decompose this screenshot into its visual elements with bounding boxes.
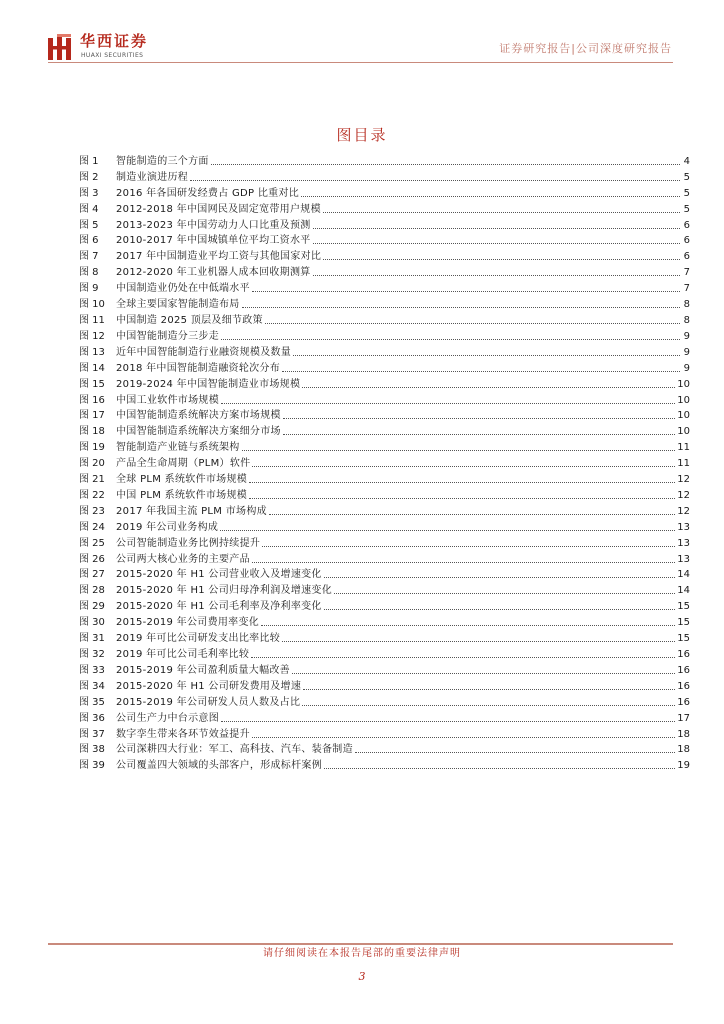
- brand-name-en: HUAXI SECURITIES: [81, 52, 144, 59]
- toc-entry-page: 4: [683, 155, 690, 167]
- toc-entry-title: 近年中国智能制造行业融资规模及数量: [116, 346, 292, 358]
- toc-entry[interactable]: [79, 216, 690, 232]
- toc-entry-page: 18: [677, 728, 690, 740]
- toc-entry[interactable]: [79, 677, 690, 693]
- toc-entry-title: 全球 PLM 系统软件市场规模: [116, 474, 248, 486]
- toc-entry-title: 中国制造 2025 顶层及细节政策: [116, 314, 263, 326]
- toc-entry[interactable]: [79, 518, 690, 534]
- toc-entry-label: 图 1: [79, 155, 99, 167]
- toc-dot-leader: [302, 705, 675, 706]
- toc-entry-title: 2015-2019 年公司盈利质量大幅改善: [116, 664, 290, 676]
- toc-entry-label: 图 12: [79, 330, 105, 342]
- toc-entry-title: 中国智能制造分三步走: [116, 330, 219, 342]
- toc-entry-page: 13: [677, 537, 690, 549]
- toc-entry-title: 2015-2020 年 H1 公司归母净利润及增速变化: [116, 585, 333, 597]
- toc-entry-page: 11: [677, 442, 690, 454]
- toc-entry-page: 5: [683, 203, 690, 215]
- toc-entry-page: 13: [677, 553, 690, 565]
- toc-entry-label: 图 37: [79, 728, 105, 740]
- toc-entry-title: 2019 年公司业务构成: [116, 521, 219, 533]
- brand-name-cn: 华西证券: [80, 32, 149, 50]
- toc-dot-leader: [251, 657, 675, 658]
- toc-entry[interactable]: [79, 613, 690, 629]
- toc-dot-leader: [283, 434, 675, 435]
- toc-entry-title: 2019 年可比公司研发支出比率比较: [116, 633, 281, 645]
- toc-dot-leader: [252, 291, 680, 292]
- toc-entry[interactable]: [79, 645, 690, 661]
- page-header: [0, 0, 724, 70]
- toc-entry-page: 10: [677, 378, 690, 390]
- toc-entry[interactable]: [79, 534, 690, 550]
- toc-dot-leader: [221, 339, 680, 340]
- toc-entry-label: 图 4: [79, 203, 99, 215]
- toc-entry-title: 2017 年我国主流 PLM 市场构成: [116, 505, 267, 517]
- toc-entry[interactable]: [79, 550, 690, 566]
- toc-entry-page: 14: [677, 569, 690, 581]
- toc-dot-leader: [355, 752, 675, 753]
- toc-dot-leader: [324, 577, 676, 578]
- toc-entry-label: 图 5: [79, 219, 99, 231]
- toc-entry-label: 图 31: [79, 633, 105, 645]
- toc-entry-page: 12: [677, 474, 690, 486]
- toc-dot-leader: [303, 689, 675, 690]
- toc-dot-leader: [249, 498, 675, 499]
- toc-entry[interactable]: [79, 661, 690, 677]
- toc-entry-title: 全球主要国家智能制造布局: [116, 299, 240, 311]
- toc-dot-leader: [313, 228, 680, 229]
- toc-title: 图目录: [336, 126, 388, 144]
- toc-entry[interactable]: [79, 184, 690, 200]
- toc-entry-page: 10: [677, 426, 690, 438]
- toc-entry-page: 9: [683, 346, 690, 358]
- toc-entry-label: 图 30: [79, 617, 105, 629]
- toc-entry-title: 2015-2019 年公司研发人员人数及占比: [116, 696, 301, 708]
- toc-entry-label: 图 32: [79, 649, 105, 660]
- toc-entry-page: 6: [683, 235, 690, 247]
- toc-entry-label: 图 7: [79, 251, 99, 263]
- toc-entry-label: 图 16: [79, 394, 105, 406]
- toc-entry-page: 11: [677, 458, 690, 470]
- toc-entry-label: 图 38: [79, 744, 105, 756]
- toc-dot-leader: [283, 418, 675, 419]
- report-type: 证券研究报告|公司深度研究报告: [499, 42, 672, 55]
- toc-dot-leader: [282, 641, 675, 642]
- toc-entry-page: 9: [683, 330, 690, 342]
- toc-entry[interactable]: [79, 741, 690, 757]
- toc-entry[interactable]: [79, 343, 690, 359]
- footer-divider: [48, 943, 673, 945]
- toc-dot-leader: [252, 737, 675, 738]
- toc-entry-page: 7: [683, 283, 690, 295]
- toc-entry-title: 2012-2020 年工业机器人成本回收期测算: [116, 267, 311, 279]
- toc-entry-page: 13: [677, 521, 690, 533]
- toc-entry-label: 图 19: [79, 442, 105, 454]
- toc-entry-title: 数字孪生带来各环节效益提升: [116, 728, 250, 740]
- toc-entry-title: 中国智能制造系统解决方案市场规模: [116, 410, 281, 422]
- toc-entry-title: 中国工业软件市场规模: [116, 394, 219, 406]
- toc-entry[interactable]: [79, 168, 690, 184]
- toc-entry-label: 图 35: [79, 696, 105, 708]
- figure-toc-list: [79, 152, 690, 772]
- toc-entry-label: 图 36: [79, 712, 105, 724]
- toc-entry-page: 15: [677, 617, 690, 629]
- toc-entry[interactable]: [79, 438, 690, 454]
- toc-entry[interactable]: [79, 709, 690, 725]
- toc-entry-title: 中国智能制造系统解决方案细分市场: [116, 426, 281, 438]
- toc-dot-leader: [293, 355, 680, 356]
- toc-entry-page: 16: [677, 680, 690, 692]
- toc-entry[interactable]: [79, 693, 690, 709]
- toc-entry[interactable]: [79, 263, 690, 279]
- toc-entry-title: 2017 年中国制造业平均工资与其他国家对比: [116, 251, 322, 263]
- toc-entry-label: 图 15: [79, 378, 105, 390]
- toc-entry-label: 图 34: [79, 680, 105, 692]
- toc-entry[interactable]: [79, 311, 690, 327]
- toc-entry[interactable]: [79, 470, 690, 486]
- toc-entry-title: 中国制造业仍处在中低端水平: [116, 283, 250, 295]
- toc-entry-page: 7: [683, 267, 690, 279]
- header-divider: [48, 62, 673, 63]
- toc-dot-leader: [265, 323, 680, 324]
- toc-entry-title: 智能制造的三个方面: [116, 155, 209, 167]
- toc-entry-page: 15: [677, 633, 690, 645]
- toc-dot-leader: [302, 387, 675, 388]
- toc-entry[interactable]: [79, 756, 690, 772]
- toc-entry-title: 智能制造产业链与系统架构: [116, 442, 240, 454]
- toc-dot-leader: [301, 196, 680, 197]
- toc-entry[interactable]: [79, 407, 690, 423]
- toc-entry-label: 图 22: [79, 489, 105, 501]
- toc-entry-title: 制造业演进历程: [116, 171, 189, 183]
- toc-entry[interactable]: [79, 725, 690, 741]
- toc-entry-page: 16: [677, 696, 690, 708]
- toc-entry-label: 图 39: [79, 760, 105, 772]
- toc-entry[interactable]: [79, 200, 690, 216]
- toc-entry-page: 19: [677, 760, 690, 772]
- toc-entry-page: 17: [677, 712, 690, 724]
- toc-dot-leader: [220, 530, 675, 531]
- toc-entry-label: 图 27: [79, 569, 105, 581]
- toc-dot-leader: [242, 450, 676, 451]
- toc-entry-label: 图 13: [79, 346, 105, 358]
- toc-entry[interactable]: [79, 454, 690, 470]
- toc-entry-label: 图 28: [79, 585, 105, 597]
- toc-entry-page: 18: [677, 744, 690, 756]
- toc-dot-leader: [324, 609, 676, 610]
- toc-entry[interactable]: [79, 581, 690, 597]
- toc-entry-page: 5: [683, 187, 690, 199]
- toc-entry[interactable]: [79, 232, 690, 248]
- toc-dot-leader: [242, 307, 680, 308]
- toc-dot-leader: [221, 721, 675, 722]
- toc-entry-title: 2016 年各国研发经费占 GDP 比重对比: [116, 187, 300, 199]
- toc-entry-label: 图 18: [79, 426, 105, 438]
- toc-dot-leader: [252, 466, 675, 467]
- toc-entry-label: 图 21: [79, 474, 105, 486]
- toc-dot-leader: [334, 593, 675, 594]
- legal-notice: 请仔细阅读在本报告尾部的重要法律声明: [263, 948, 461, 959]
- toc-entry-title: 公司智能制造业务比例持续提升: [116, 537, 261, 549]
- toc-entry-page: 12: [677, 489, 690, 501]
- toc-dot-leader: [282, 371, 680, 372]
- toc-entry-title: 中国 PLM 系统软件市场规模: [116, 489, 248, 501]
- toc-entry-page: 6: [683, 219, 690, 231]
- toc-dot-leader: [190, 180, 680, 181]
- toc-entry-label: 图 23: [79, 505, 105, 517]
- toc-dot-leader: [262, 546, 675, 547]
- toc-entry-title: 2015-2020 年 H1 公司研发费用及增速: [116, 680, 302, 692]
- toc-entry-title: 2012-2018 年中国网民及固定宽带用户规模: [116, 203, 321, 215]
- toc-entry-title: 2015-2020 年 H1 公司营业收入及增速变化: [116, 569, 322, 581]
- toc-entry-label: 图 10: [79, 299, 105, 311]
- toc-entry-title: 公司覆盖四大领域的头部客户，形成标杆案例: [116, 760, 322, 772]
- toc-entry-title: 公司生产力中台示意图: [116, 712, 219, 724]
- toc-entry[interactable]: [79, 486, 690, 502]
- toc-entry[interactable]: [79, 295, 690, 311]
- toc-entry-title: 2015-2019 年公司费用率变化: [116, 617, 260, 629]
- toc-dot-leader: [324, 768, 675, 769]
- toc-entry[interactable]: [79, 597, 690, 613]
- toc-dot-leader: [323, 212, 680, 213]
- toc-entry-title: 2018 年中国智能制造融资轮次分布: [116, 362, 281, 374]
- toc-entry-label: 图 6: [79, 235, 99, 247]
- toc-entry-label: 图 25: [79, 537, 105, 549]
- toc-entry[interactable]: [79, 391, 690, 407]
- toc-entry-label: 图 14: [79, 362, 105, 374]
- toc-entry-label: 图 20: [79, 458, 105, 470]
- toc-dot-leader: [269, 514, 675, 515]
- toc-entry[interactable]: [79, 422, 690, 438]
- toc-dot-leader: [313, 275, 680, 276]
- toc-entry-page: 16: [677, 664, 690, 676]
- toc-entry-label: 图 9: [79, 283, 99, 295]
- toc-entry-title: 产品全生命周期（PLM）软件: [116, 458, 251, 470]
- toc-dot-leader: [211, 164, 680, 165]
- toc-dot-leader: [249, 482, 675, 483]
- toc-entry-page: 5: [683, 171, 690, 183]
- toc-entry-page: 8: [683, 314, 690, 326]
- toc-entry-title: 2019-2024 年中国智能制造业市场规模: [116, 378, 301, 390]
- toc-entry[interactable]: [79, 359, 690, 375]
- toc-entry-page: 10: [677, 410, 690, 422]
- toc-entry-title: 公司两大核心业务的主要产品: [116, 553, 250, 565]
- toc-entry[interactable]: [79, 327, 690, 343]
- toc-entry[interactable]: [79, 375, 690, 391]
- toc-entry[interactable]: [79, 502, 690, 518]
- toc-entry[interactable]: [79, 247, 690, 263]
- toc-entry-title: 2019 年可比公司毛利率比较: [116, 649, 250, 660]
- toc-entry-label: 图 3: [79, 187, 99, 199]
- toc-entry-page: 15: [677, 601, 690, 613]
- toc-dot-leader: [261, 625, 675, 626]
- page-number: 3: [358, 970, 366, 983]
- toc-entry-title: 公司深耕四大行业：军工、高科技、汽车、装备制造: [116, 744, 353, 756]
- toc-entry[interactable]: [79, 629, 690, 645]
- toc-entry-title: 2013-2023 年中国劳动力人口比重及预测: [116, 219, 311, 231]
- toc-entry-page: 10: [677, 394, 690, 406]
- toc-dot-leader: [323, 259, 680, 260]
- toc-entry-label: 图 2: [79, 171, 99, 183]
- toc-entry-label: 图 26: [79, 553, 105, 565]
- toc-entry-title: 2015-2020 年 H1 公司毛利率及净利率变化: [116, 601, 322, 613]
- toc-entry-page: 16: [677, 649, 690, 660]
- toc-entry-title: 2010-2017 年中国城镇单位平均工资水平: [116, 235, 311, 247]
- toc-entry-label: 图 24: [79, 521, 105, 533]
- toc-entry-label: 图 33: [79, 664, 105, 676]
- toc-entry-label: 图 11: [79, 314, 105, 326]
- toc-entry-page: 8: [683, 299, 690, 311]
- toc-entry-page: 9: [683, 362, 690, 374]
- toc-dot-leader: [252, 562, 675, 563]
- toc-entry-page: 12: [677, 505, 690, 517]
- toc-entry[interactable]: [79, 279, 690, 295]
- toc-dot-leader: [221, 403, 675, 404]
- toc-entry-label: 图 29: [79, 601, 105, 613]
- toc-entry-page: 14: [677, 585, 690, 597]
- toc-entry-page: 6: [683, 251, 690, 263]
- toc-entry-label: 图 17: [79, 410, 105, 422]
- toc-entry[interactable]: [79, 152, 690, 168]
- toc-dot-leader: [292, 673, 675, 674]
- toc-entry-label: 图 8: [79, 267, 99, 279]
- huaxi-logo-icon: [48, 34, 72, 60]
- toc-dot-leader: [313, 243, 680, 244]
- toc-entry[interactable]: [79, 566, 690, 582]
